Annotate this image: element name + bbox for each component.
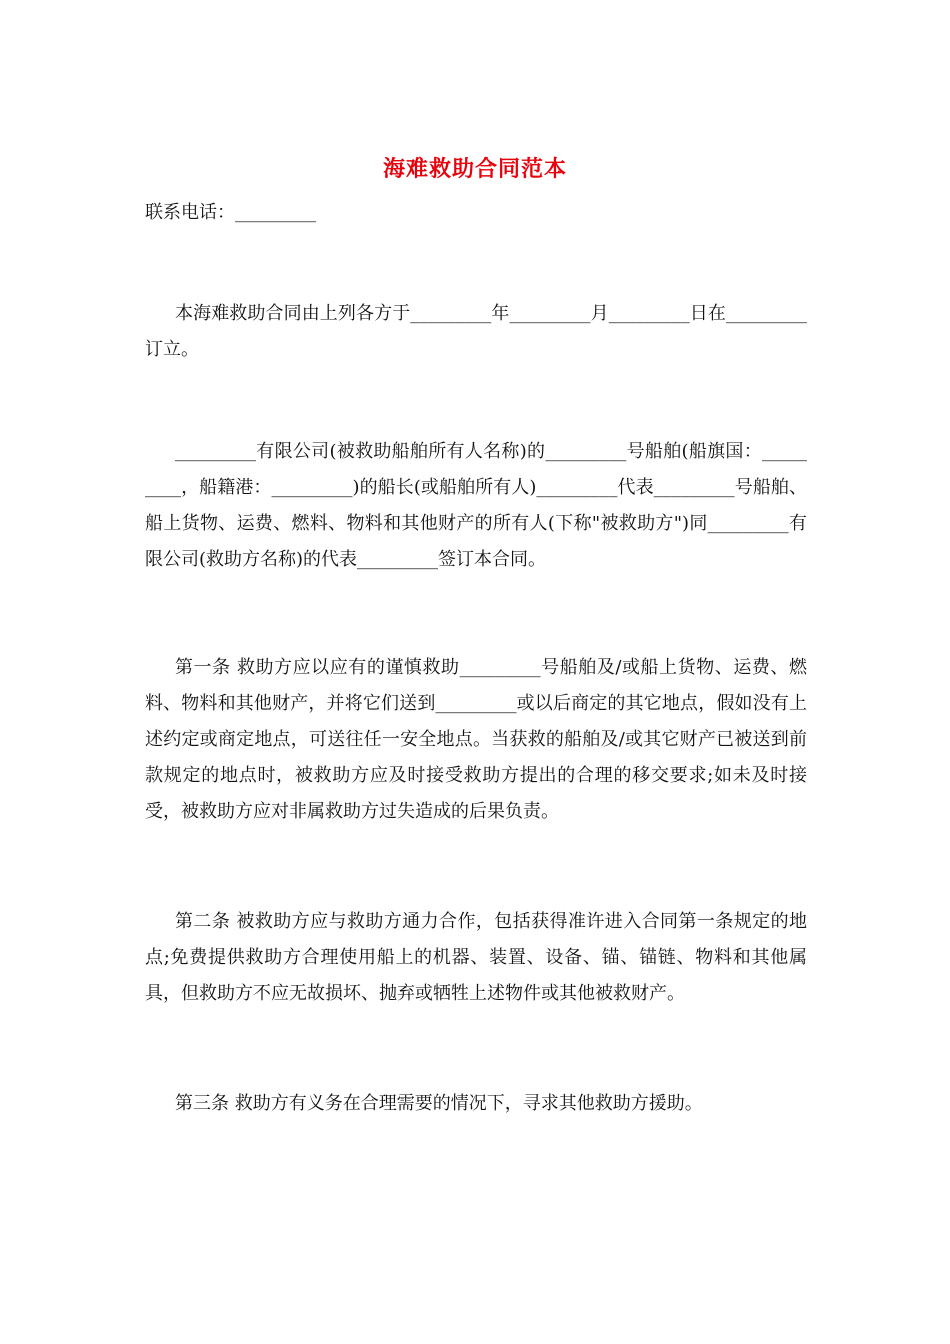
- article-2-paragraph: 第二条 被救助方应与救助方通力合作，包括获得准许进入合同第一条规定的地点;免费提供救助方合理使用船上的机器、装置、设备、锚、锚链、物料和其他属具，但救助方不应无故损坏、抛弃或牺牲上述物件或其他被救财产。: [145, 911, 807, 1004]
- document-title: 海难救助合同范本: [382, 156, 567, 182]
- article-1-paragraph: 第一条 救助方应以应有的谨慎救助_________号船舶及/或船上货物、运费、燃料、物料和其他财产，并将它们送到_________或以后商定的其它地点，假如没有上述约定或商定地点，可送往任一安全地点。当获救的船舶及/或其它财产已被送到前款规定的地点时，被救助方应及时接受救助方提出的合理的移交要求;如未及时接受，被救助方应对非属救助方过失造成的后果负责。: [145, 657, 807, 822]
- intro-paragraph: 本海难救助合同由上列各方于_________年_________月_________日在_________订立。: [145, 303, 807, 360]
- contact-phone-line: 联系电话：_________: [145, 202, 316, 223]
- parties-paragraph: _________有限公司(被救助船舶所有人名称)的_________号船舶(船旗国：_________，船籍港：_________)的船长(或船舶所有人)_________代表_________号船舶、船上货物、运费、燃料、物料和其他财产的所有人(下称"被救助方")同_________有限公司(救助方名称)的代表_________签订本合同。: [145, 441, 807, 570]
- article-3-paragraph: 第三条 救助方有义务在合理需要的情况下，寻求其他救助方援助。: [175, 1093, 703, 1114]
